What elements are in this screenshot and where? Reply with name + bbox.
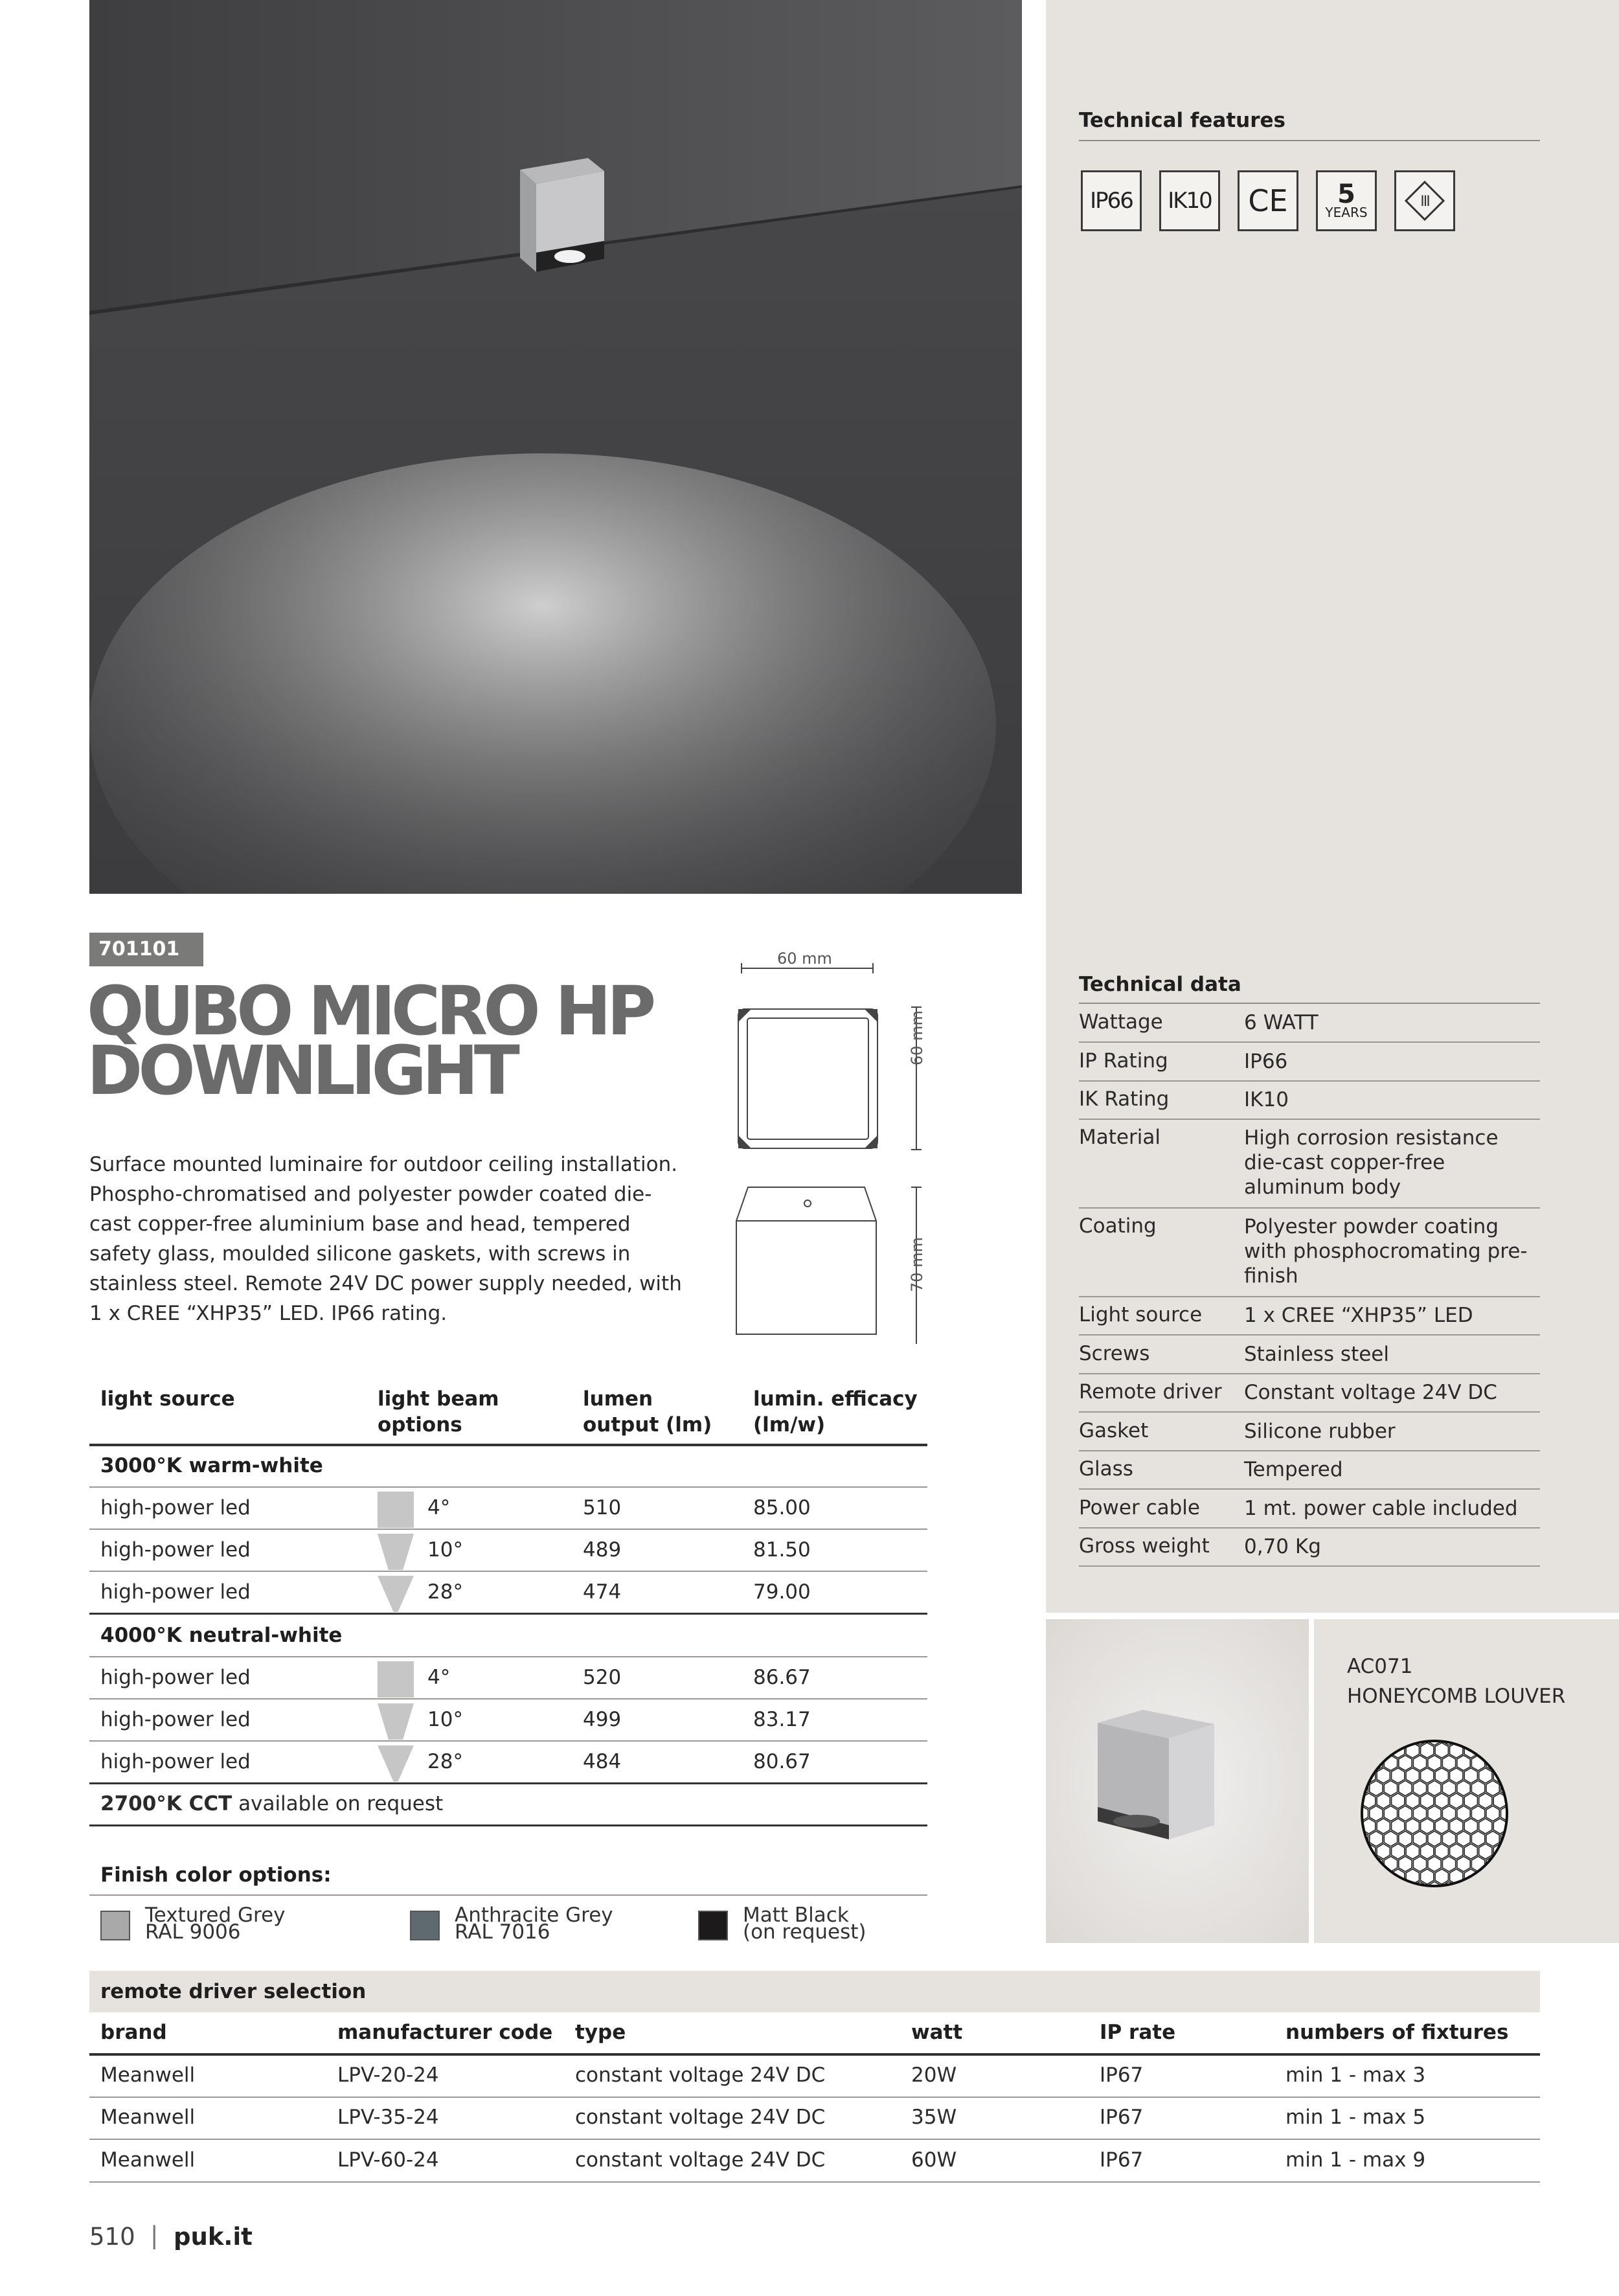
accessory-code: AC071: [1347, 1655, 1413, 1678]
honeycomb-louver-icon: [1357, 1736, 1512, 1891]
page-number: 510: [89, 2223, 135, 2251]
driver-ip: IP67: [1100, 2063, 1144, 2087]
cell-beam: 4°: [427, 1666, 451, 1689]
tech-value: IK10: [1244, 1088, 1289, 1111]
swatch-name: Matt Black: [743, 1904, 849, 1927]
cell-efficacy: 79.00: [753, 1580, 811, 1604]
cell-source: high-power led: [100, 1580, 251, 1604]
cell-lumen: 484: [583, 1750, 622, 1773]
tech-row-ik-rating: [1079, 1087, 1540, 1120]
tech-value: Constant voltage 24V DC: [1244, 1381, 1497, 1404]
tech-key: Power cable: [1079, 1496, 1200, 1519]
warranty-5-years-badge: [1316, 170, 1377, 231]
group-rule: [89, 1613, 927, 1615]
wide-beam-icon: [378, 1745, 414, 1782]
wide-beam-icon: [378, 1576, 414, 1612]
driver-type: constant voltage 24V DC: [575, 2106, 826, 2129]
product-title-line-2: DOWNLIGHT: [87, 1031, 515, 1110]
col-header-beam: light beam options: [378, 1387, 499, 1437]
swatch-code: RAL 7016: [455, 1920, 550, 1944]
tech-row-power-cable: [1079, 1496, 1540, 1529]
tech-key: IP Rating: [1079, 1049, 1168, 1073]
dimension-width-label: 60 mm: [777, 949, 832, 968]
tech-key: Light source: [1079, 1303, 1203, 1326]
accessory-separator: [1046, 1613, 1619, 1619]
cell-beam: 10°: [427, 1708, 463, 1731]
row-rule: [89, 1529, 927, 1530]
ce-mark-icon: [1238, 170, 1298, 231]
driver-code: LPV-20-24: [337, 2063, 439, 2087]
cell-lumen: 474: [583, 1580, 622, 1604]
cell-lumen: 520: [583, 1666, 622, 1689]
cell-source: high-power led: [100, 1666, 251, 1689]
col-header-light-source: light source: [100, 1387, 235, 1411]
driver-col-fixtures: numbers of fixtures: [1285, 2021, 1509, 2044]
driver-col-code: manufacturer code: [337, 2021, 553, 2044]
class-iii-diamond-icon: [1402, 178, 1447, 223]
driver-watt: 20W: [911, 2063, 957, 2087]
tech-row-coating: [1079, 1214, 1540, 1297]
ip66-badge-label: IP66: [1090, 188, 1133, 214]
driver-ip: IP67: [1100, 2106, 1144, 2129]
tech-value: Stainless steel: [1244, 1343, 1389, 1366]
warranty-years-number: 5: [1337, 179, 1355, 209]
driver-col-type: type: [575, 2021, 626, 2044]
cell-source: high-power led: [100, 1538, 251, 1562]
cell-efficacy: 83.17: [753, 1708, 811, 1731]
table-bottom-rule: [89, 1824, 927, 1826]
tech-row-ip-rating: [1079, 1049, 1540, 1082]
tech-row-remote-driver: [1079, 1380, 1540, 1413]
driver-header-rule: [89, 2053, 1540, 2056]
footer-website-link[interactable]: puk.it: [174, 2223, 253, 2251]
textured-grey-label: [145, 1904, 286, 1944]
driver-col-brand: brand: [100, 2021, 167, 2044]
narrow-beam-icon: [378, 1661, 414, 1698]
accessory-fixture-image: [1046, 1619, 1309, 1943]
tech-key: Material: [1079, 1126, 1160, 1149]
ik10-badge-label: IK10: [1168, 188, 1212, 214]
group-4000k: 4000°K neutral-white: [100, 1624, 343, 1647]
tech-key: Gross weight: [1079, 1534, 1210, 1558]
narrow-beam-icon: [378, 1492, 414, 1528]
product-description: Surface mounted luminaire for outdoor ceiling installation. Phospho-chromatised and polyester powder coated die-cast copper-free aluminium base and head, tempered safety glass, moulded silicone gaskets, with screws in stainless steel. Remote 24V DC power supply needed, with 1 x CREE “XHP35” LED. IP66 rating.: [89, 1153, 682, 1325]
col-header-efficacy: lumin. efficacy (lm/w): [753, 1387, 918, 1437]
swatch-name: Textured Grey: [145, 1904, 286, 1927]
driver-watt: 35W: [911, 2106, 957, 2129]
tech-key: Coating: [1079, 1214, 1157, 1238]
driver-type: constant voltage 24V DC: [575, 2063, 826, 2087]
technical-data-title: Technical data: [1079, 973, 1241, 996]
technical-features-rule: [1079, 140, 1540, 141]
finish-rule: [89, 1894, 927, 1896]
cell-lumen: 489: [583, 1538, 622, 1562]
driver-brand: Meanwell: [100, 2148, 196, 2172]
driver-type: constant voltage 24V DC: [575, 2148, 826, 2172]
tech-value: 1 x CREE “XHP35” LED: [1244, 1304, 1473, 1327]
driver-brand: Meanwell: [100, 2063, 196, 2087]
row-rule: [89, 1656, 927, 1657]
cell-efficacy: 85.00: [753, 1496, 811, 1519]
textured-grey-swatch: [100, 1911, 130, 1940]
driver-fixtures: min 1 - max 5: [1285, 2106, 1426, 2129]
group-3000k: 3000°K warm-white: [100, 1454, 323, 1477]
tech-row-glass: [1079, 1457, 1540, 1490]
product-code-tag: 701101: [89, 933, 203, 966]
tech-value: 6 WATT: [1244, 1011, 1319, 1034]
dimension-depth-label: 60 mm: [908, 1010, 926, 1065]
cell-lumen: 499: [583, 1708, 622, 1731]
tech-key: IK Rating: [1079, 1087, 1170, 1111]
cell-efficacy: 81.50: [753, 1538, 811, 1562]
driver-fixtures: min 1 - max 3: [1285, 2063, 1426, 2087]
ce-badge-label: CE: [1248, 183, 1288, 218]
anthracite-grey-label: [455, 1904, 613, 1944]
row-rule: [89, 1698, 927, 1699]
anthracite-grey-swatch: [410, 1911, 440, 1940]
driver-code: LPV-35-24: [337, 2106, 439, 2129]
cell-source: high-power led: [100, 1496, 251, 1519]
footer-separator: |: [150, 2222, 159, 2249]
dimension-drawing: [729, 942, 975, 1344]
row-rule: [89, 2139, 1540, 2140]
technical-data-rule: [1079, 1003, 1540, 1004]
finish-title: Finish color options:: [100, 1863, 332, 1887]
tech-key: Glass: [1079, 1457, 1133, 1481]
cct-note-bold: 2700°K CCT: [100, 1792, 232, 1815]
technical-features-title: Technical features: [1079, 109, 1285, 132]
tech-value: Polyester powder coating with phosphocromating pre-finish: [1244, 1215, 1528, 1288]
table-header-rule: [89, 1444, 927, 1446]
driver-brand: Meanwell: [100, 2106, 196, 2129]
tech-key: Remote driver: [1079, 1380, 1222, 1404]
tech-value: High corrosion resistance die-cast copper-free aluminum body: [1244, 1126, 1499, 1199]
product-title: [87, 972, 652, 1110]
driver-bottom-rule: [89, 2181, 1540, 2183]
row-rule: [89, 1740, 927, 1742]
tech-value: 1 mt. power cable included: [1244, 1497, 1518, 1520]
driver-table-title: remote driver selection: [100, 1980, 367, 2003]
swatch-code: RAL 9006: [145, 1920, 241, 1944]
tech-value: Tempered: [1244, 1458, 1343, 1481]
tech-row-gasket: [1079, 1419, 1540, 1451]
tech-row-gross-weight: [1079, 1534, 1540, 1567]
warranty-years-label: YEARS: [1325, 205, 1368, 220]
ip66-badge: [1081, 170, 1142, 231]
medium-beam-icon: [378, 1703, 414, 1740]
swatch-name: Anthracite Grey: [455, 1904, 613, 1927]
cell-efficacy: 86.67: [753, 1666, 811, 1689]
cell-source: high-power led: [100, 1750, 251, 1773]
svg-text:III: III: [1420, 194, 1429, 210]
tech-value: 0,70 Kg: [1244, 1535, 1321, 1558]
ik10-badge: [1159, 170, 1220, 231]
cct-note-rest: available on request: [232, 1792, 444, 1815]
driver-ip: IP67: [1100, 2148, 1144, 2172]
cct-note: [100, 1792, 443, 1815]
group-rule: [89, 1782, 927, 1784]
tech-row-material: [1079, 1126, 1540, 1209]
driver-fixtures: min 1 - max 9: [1285, 2148, 1426, 2172]
matt-black-swatch: [698, 1911, 728, 1940]
product-photo: [89, 0, 1022, 894]
row-rule: [89, 2097, 1540, 2098]
tech-value: Silicone rubber: [1244, 1420, 1396, 1443]
cell-lumen: 510: [583, 1496, 622, 1519]
driver-watt: 60W: [911, 2148, 957, 2172]
cell-source: high-power led: [100, 1708, 251, 1731]
driver-col-watt: watt: [911, 2021, 963, 2044]
tech-key: Wattage: [1079, 1010, 1163, 1034]
accessory-divider: [1309, 1619, 1314, 1943]
cell-beam: 4°: [427, 1496, 451, 1519]
driver-code: LPV-60-24: [337, 2148, 439, 2172]
accessory-label: [1347, 1652, 1565, 1711]
row-rule: [89, 1486, 927, 1488]
matt-black-label: [743, 1904, 866, 1944]
tech-row-screws: [1079, 1342, 1540, 1374]
dimension-height-label: 70 mm: [908, 1237, 926, 1292]
product-title-line-1: QUBO MICRO HP: [87, 972, 652, 1051]
class-iii-icon: [1394, 170, 1455, 231]
col-header-lumen: lumen output (lm): [583, 1387, 712, 1437]
accessory-name: HONEYCOMB LOUVER: [1347, 1685, 1566, 1708]
tech-value: IP66: [1244, 1050, 1288, 1073]
accessory-photo-panel: [1046, 1619, 1309, 1943]
tech-row-wattage: [1079, 1010, 1540, 1043]
driver-col-ip: IP rate: [1100, 2021, 1176, 2044]
cell-beam: 10°: [427, 1538, 463, 1562]
row-rule: [89, 1571, 927, 1572]
cell-beam: 28°: [427, 1580, 463, 1604]
medium-beam-icon: [378, 1534, 414, 1570]
tech-key: Screws: [1079, 1342, 1150, 1365]
tech-row-light-source: [1079, 1303, 1540, 1336]
cell-efficacy: 80.67: [753, 1750, 811, 1773]
fixture-illustration: [520, 158, 604, 272]
cell-beam: 28°: [427, 1750, 463, 1773]
tech-key: Gasket: [1079, 1419, 1149, 1442]
swatch-code: (on request): [743, 1920, 866, 1944]
